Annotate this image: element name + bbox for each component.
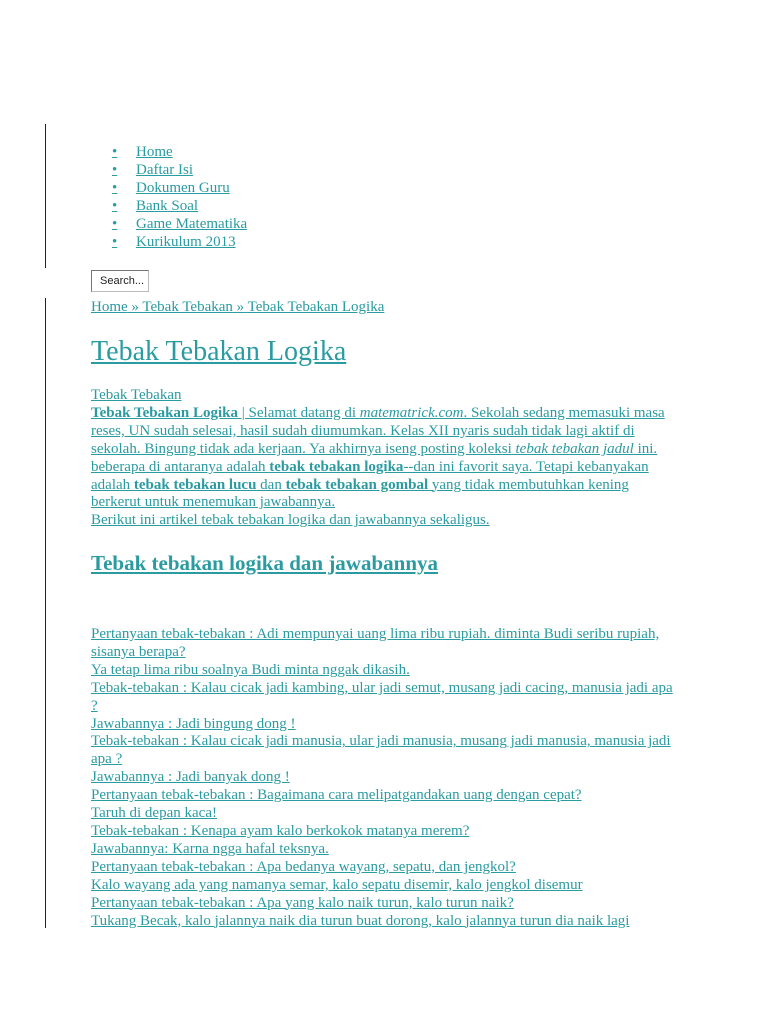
nav-link[interactable]: Daftar Isi [136, 162, 194, 178]
breadcrumb-separator: » [236, 299, 245, 315]
qa-list [91, 626, 681, 930]
qa-line[interactable]: Taruh di depan kaca! [91, 805, 217, 822]
qa-line[interactable]: Tebak-tebakan : Kalau cicak jadi manusia, ular jadi manusia, musang jadi manusia, manusia jadi [91, 733, 671, 750]
intro-text: adalah [91, 476, 134, 493]
nav-item-bank-soal[interactable] [112, 197, 247, 215]
bold-keyword: Tebak Tebakan Logika [91, 404, 239, 421]
breadcrumb-current-link[interactable]: Tebak Tebakan Logika [247, 299, 385, 315]
intro-line[interactable] [91, 405, 681, 423]
intro-text: . Sekolah sedang memasuki masa [463, 404, 665, 421]
bold-keyword: tebak tebakan logika [269, 458, 404, 475]
intro-line[interactable] [91, 441, 681, 459]
qa-line[interactable]: Pertanyaan tebak-tebakan : Apa yang kalo naik turun, kalo turun naik? [91, 894, 514, 911]
breadcrumb-category-link[interactable]: Tebak Tebakan [142, 299, 233, 315]
nav-item-game-matematika[interactable] [112, 215, 247, 233]
left-border-line [45, 124, 46, 268]
bullet-icon [112, 179, 136, 197]
italic-keyword: tebak tebakan jadul [515, 440, 634, 457]
intro-line[interactable]: Berikut ini artikel tebak tebakan logika dan jawabannya sekaligus. [91, 512, 490, 529]
qa-line[interactable]: Kalo wayang ada yang namanya semar, kalo sepatu disemir, kalo jengkol disemur [91, 876, 583, 893]
site-name: matematrick.com [359, 404, 464, 421]
left-border-line [45, 298, 46, 928]
bullet-icon [112, 197, 136, 215]
main-nav-menu [112, 143, 247, 251]
nav-item-home[interactable] [112, 143, 247, 161]
nav-item-dokumen-guru[interactable] [112, 179, 247, 197]
nav-link[interactable]: Kurikulum 2013 [136, 234, 236, 250]
breadcrumb-separator: » [131, 299, 139, 315]
intro-line[interactable] [91, 459, 681, 477]
bold-keyword: tebak tebakan gombal [285, 476, 429, 493]
intro-text: ini. [633, 440, 658, 457]
qa-line[interactable]: apa ? [91, 751, 123, 768]
qa-line[interactable]: Jawabannya: Karna ngga hafal teksnya. [91, 840, 329, 857]
qa-line[interactable]: Jawabannya : Jadi banyak dong ! [91, 769, 290, 786]
intro-text: --dan ini favorit saya. Tetapi kebanyakan [403, 458, 649, 475]
nav-item-daftar-isi[interactable] [112, 161, 247, 179]
breadcrumb-home-link[interactable]: Home [91, 299, 128, 315]
qa-line[interactable]: ? [91, 697, 98, 714]
nav-link[interactable]: Dokumen Guru [136, 180, 230, 196]
section-heading[interactable]: Tebak tebakan logika dan jawabannya [91, 551, 439, 575]
bold-keyword: tebak tebakan lucu [133, 476, 257, 493]
nav-item-kurikulum-2013[interactable] [112, 233, 247, 251]
intro-text: | Selamat datang di [238, 404, 360, 421]
page-title[interactable]: Tebak Tebakan Logika [91, 336, 347, 367]
qa-line[interactable]: Ya tetap lima ribu soalnya Budi minta nggak dikasih. [91, 661, 410, 678]
nav-link[interactable]: Home [136, 144, 173, 160]
nav-link[interactable]: Game Matematika [136, 216, 248, 232]
qa-line[interactable]: Tebak-tebakan : Kenapa ayam kalo berkokok matanya merem? [91, 822, 470, 839]
search-input[interactable]: Search... [91, 270, 149, 292]
qa-line[interactable]: Pertanyaan tebak-tebakan : Apa bedanya wayang, sepatu, dan jengkol? [91, 858, 516, 875]
qa-line[interactable]: Tukang Becak, kalo jalannya naik dia turun buat dorong, kalo jalannya turun dia naik lagi [91, 912, 630, 929]
intro-line[interactable] [91, 477, 681, 495]
breadcrumb [91, 298, 384, 316]
intro-text: sekolah. Bingung tidak ada kerjaan. Ya akhirnya iseng posting koleksi [91, 440, 516, 457]
bullet-icon [112, 233, 136, 251]
bullet-icon [112, 161, 136, 179]
bullet-icon [112, 215, 136, 233]
intro-line[interactable]: berkerut untuk menemukan jawabannya. [91, 494, 336, 511]
qa-line[interactable]: Pertanyaan tebak-tebakan : Adi mempunyai uang lima ribu rupiah. diminta Budi seribu rupiah, [91, 626, 660, 642]
intro-text: dan [256, 476, 286, 493]
category-link[interactable]: Tebak Tebakan [91, 387, 182, 403]
intro-text: beberapa di antaranya adalah [91, 458, 270, 475]
qa-line[interactable]: Tebak-tebakan : Kalau cicak jadi kambing, ular jadi semut, musang jadi cacing, manusia jadi apa [91, 679, 673, 696]
qa-line[interactable]: Pertanyaan tebak-tebakan : Bagaimana cara melipatgandakan uang dengan cepat? [91, 787, 582, 804]
nav-link[interactable]: Bank Soal [136, 198, 199, 214]
intro-line[interactable]: reses, UN sudah selesai, hasil sudah diumumkan. Kelas XII nyaris sudah tidak lagi aktif di [91, 422, 635, 439]
qa-line[interactable]: Jawabannya : Jadi bingung dong ! [91, 715, 296, 732]
intro-text: yang tidak membutuhkan kening [428, 476, 629, 493]
bullet-icon [112, 143, 136, 161]
qa-line[interactable]: sisanya berapa? [91, 643, 186, 660]
article-intro [91, 387, 681, 530]
